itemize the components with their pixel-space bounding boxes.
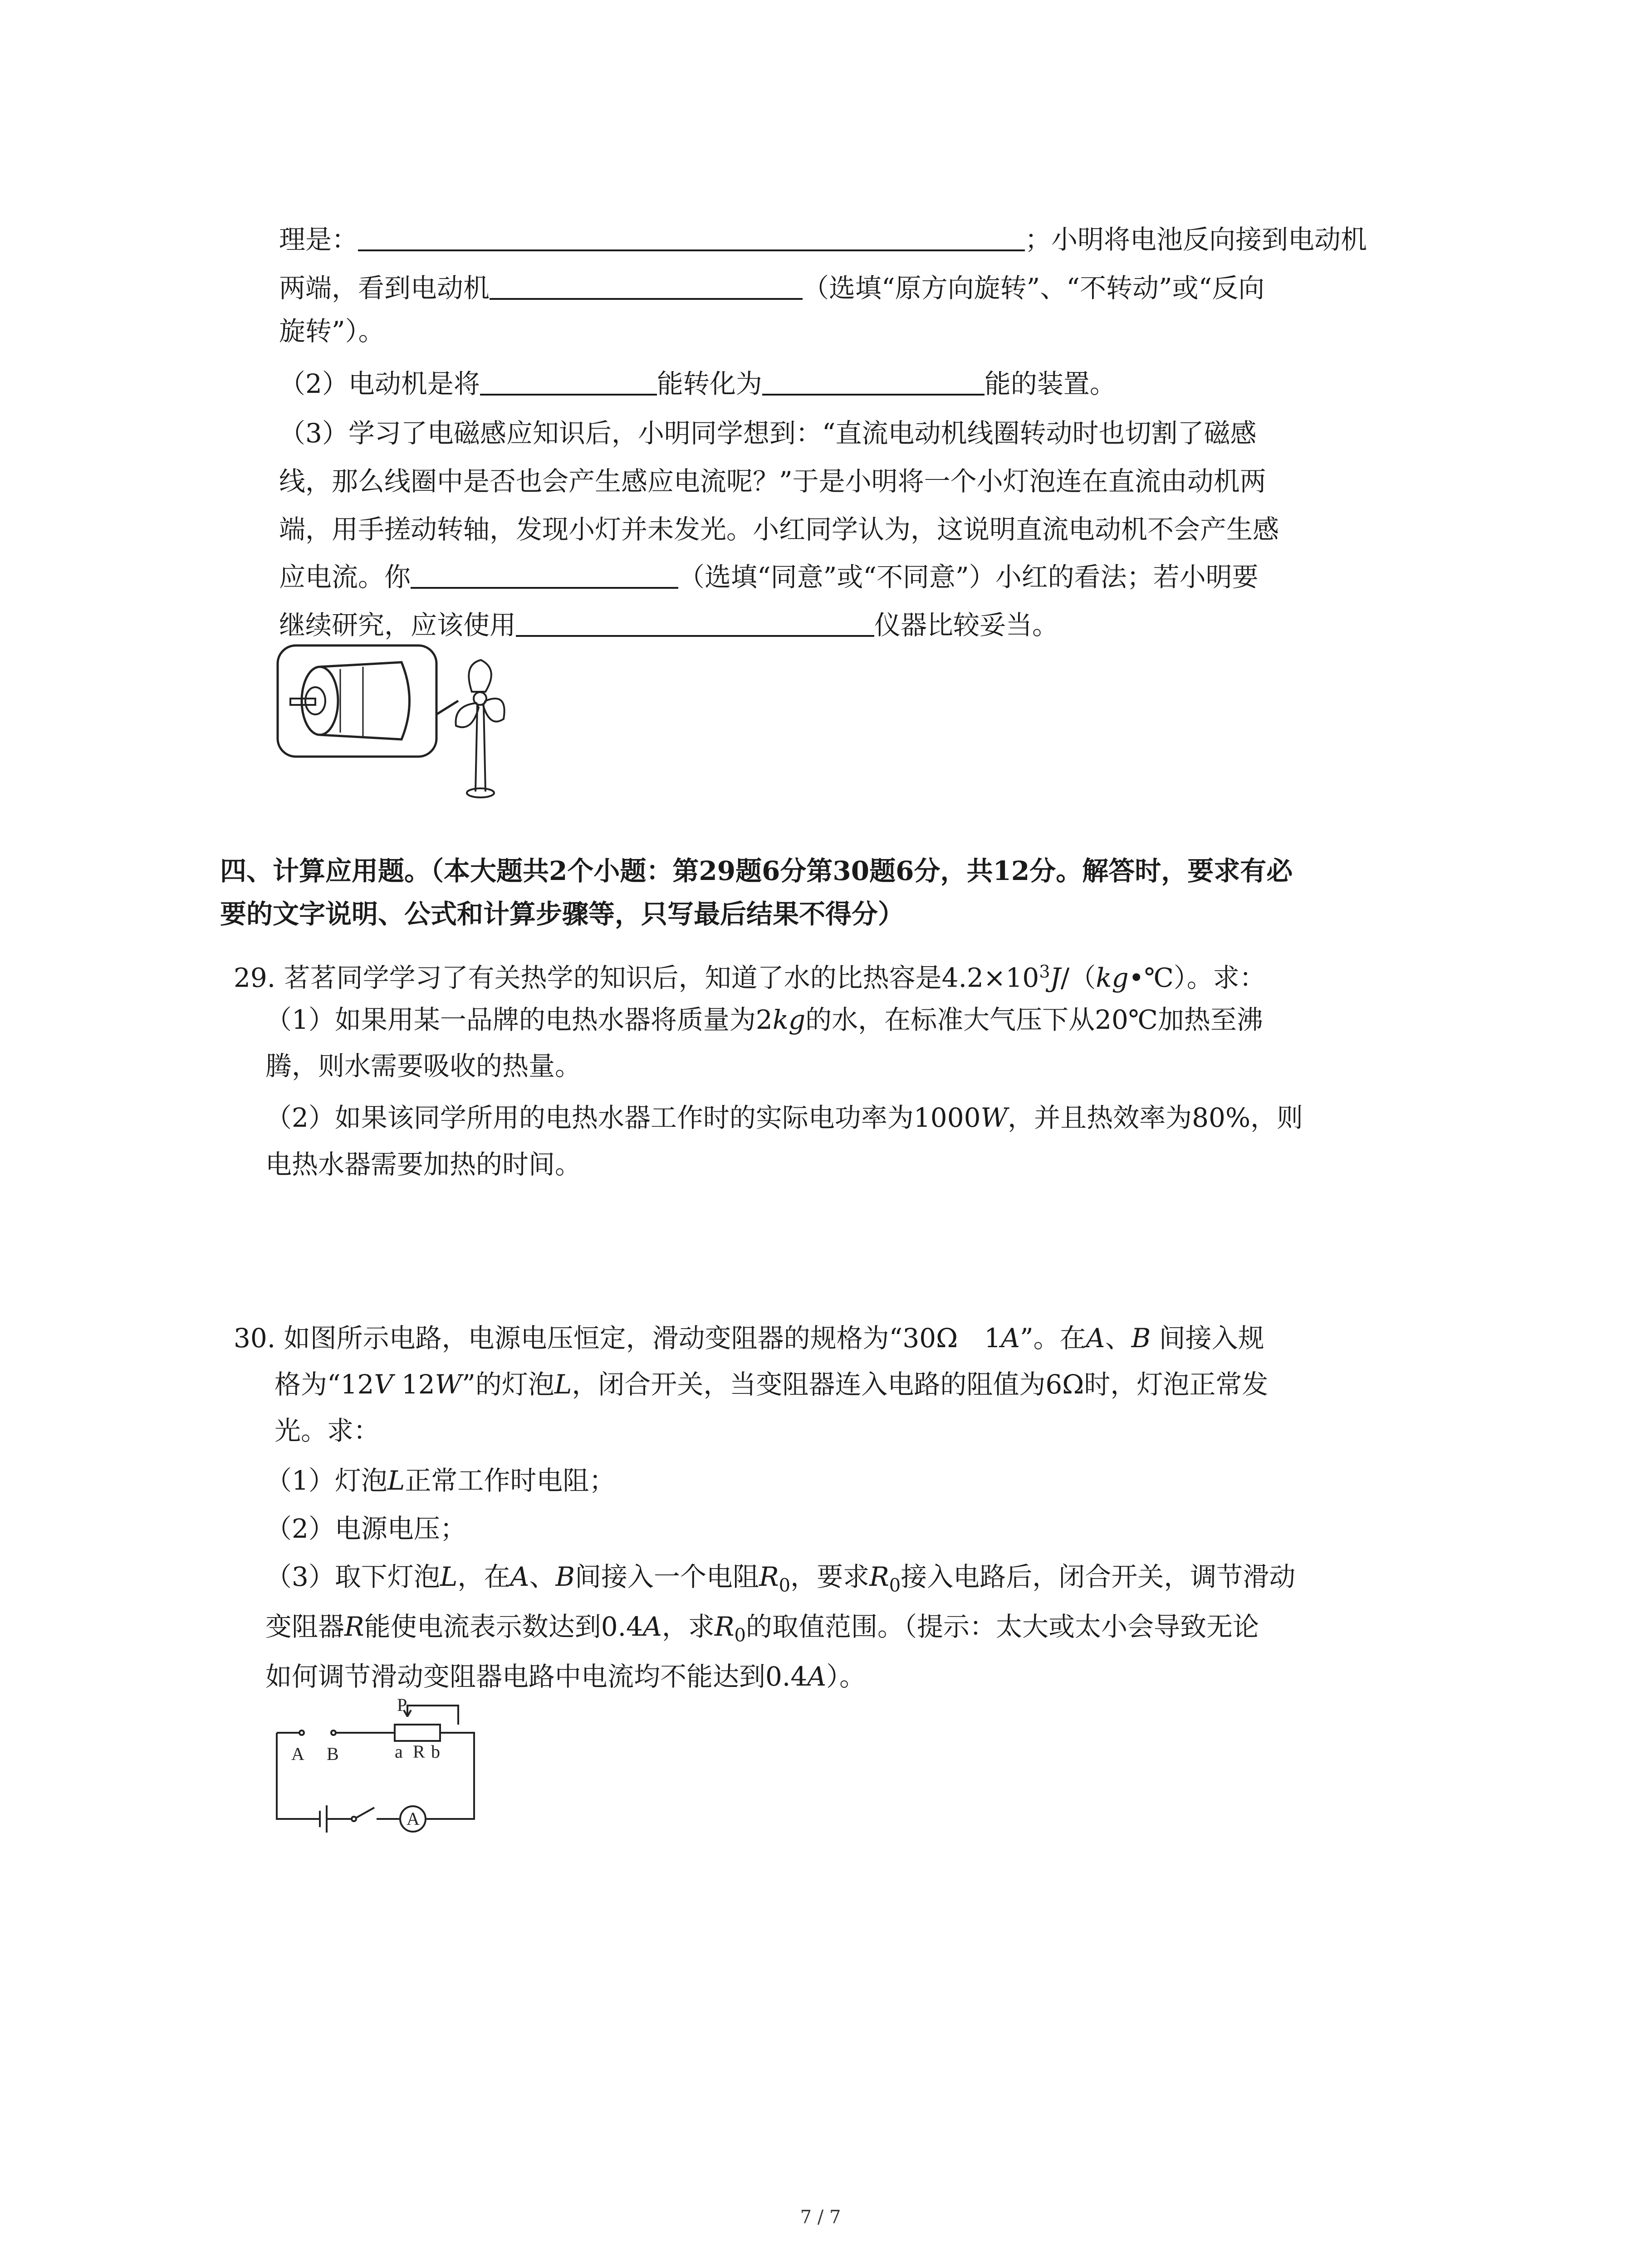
q30-p3b: L (440, 1561, 458, 1592)
q30-p3i: 0 (779, 1575, 791, 1596)
q30-p3a: （3）取下灯泡 (265, 1561, 440, 1592)
answer-blank-energy-out[interactable] (762, 367, 985, 396)
q30-l1f: B (1131, 1323, 1151, 1354)
q29-text-c: /（ (1060, 962, 1096, 993)
q30-p3e: 、 (529, 1561, 556, 1592)
q29-sup: 3 (1039, 962, 1050, 982)
answer-blank-rotation[interactable] (490, 272, 803, 300)
q28-p2b: 能转化为 (656, 368, 762, 399)
q30-l2f: L (554, 1369, 572, 1400)
q28-p3-1: （3）学习了电磁感应知识后，小明同学想到：“直流电动机线圈转动时也切割了磁感 (279, 418, 1257, 449)
q30-l2e: ”的灯泡 (462, 1369, 554, 1400)
q30-p4a: 变阻器 (265, 1611, 345, 1642)
q30-p3m: 接入电路后，闭合开关，调节滑动 (901, 1561, 1296, 1592)
q30-l2g: ，闭合开关，当变阻器连入电路的阻值为6Ω时，灯泡正常发 (572, 1369, 1269, 1400)
q30-part1 (265, 1462, 615, 1499)
q29-p2d: 电热水器需要加热的时间。 (265, 1149, 582, 1180)
q30-part2 (265, 1510, 466, 1547)
q29-text-a: 29. 茗茗同学学习了有关热学的知识后，知道了水的比热容是4.2×10 (234, 962, 1039, 993)
q30-l1e: 、 (1105, 1323, 1132, 1354)
q30-l1c: ”。在 (1020, 1323, 1086, 1354)
q30-line-2 (274, 1366, 1268, 1403)
q30-p3k: R (869, 1561, 889, 1592)
q30-p3c: ，在 (457, 1561, 510, 1592)
q28-part2 (279, 366, 1116, 402)
q30-p1c: 正常工作时电阻； (405, 1465, 616, 1496)
fan-icon (456, 660, 505, 797)
q30-l1a: 30. 如图所示电路，电源电压恒定，滑动变阻器的规格为“30Ω 1 (234, 1323, 1001, 1354)
q30-p4h: 的取值范围。（提示：太大或太小会导致无论 (745, 1611, 1259, 1642)
q30-line-3 (274, 1413, 380, 1449)
q30-l1d: A (1086, 1323, 1105, 1354)
q28-p2c: 能的装置。 (984, 368, 1116, 399)
answer-blank-principle[interactable] (358, 223, 1025, 251)
answer-blank-energy-in[interactable] (480, 367, 657, 396)
q30-p2: （2）电源电压； (265, 1513, 466, 1544)
q29-part1-line-2 (265, 1048, 581, 1084)
q30-part3-line-2 (265, 1608, 1259, 1654)
q30-l2c: 12 (393, 1369, 435, 1400)
answer-blank-instrument[interactable] (516, 609, 874, 637)
q30-p3g: 间接入一个电阻 (574, 1561, 759, 1592)
q28-line-3 (279, 313, 385, 349)
q30-p1b: L (387, 1465, 405, 1496)
q30-p4g: 0 (734, 1625, 746, 1646)
q29-unit-kg: kg (1096, 962, 1129, 993)
q30-l1b: A (1001, 1323, 1020, 1354)
q28-part3-line-2 (279, 463, 1266, 499)
q28-l1b: ；小明将电池反向接到电动机 (1025, 224, 1367, 255)
q30-p5c: ）。 (826, 1661, 866, 1692)
q30-p5b: A (807, 1661, 827, 1692)
rheostat-end-b-label: b (431, 1741, 440, 1762)
q30-p4b: R (344, 1611, 364, 1642)
q30-p3l: 0 (889, 1575, 901, 1596)
q28-line-2 (279, 270, 1264, 306)
q30-l3: 光。求： (274, 1415, 380, 1446)
q28-p3-2: 线，那么线圈中是否也会产生感应电流呢？”于是小明将一个小灯泡连在直流由动机两 (279, 466, 1266, 497)
page-number: 7 / 7 (800, 2207, 841, 2228)
q30-p1a: （1）灯泡 (265, 1465, 387, 1496)
ammeter-label: A (407, 1809, 420, 1829)
terminal-a-label: A (291, 1744, 304, 1764)
q28-l1a: 理是： (279, 224, 358, 255)
q29-p1d: 腾，则水需要吸收的热量。 (265, 1051, 582, 1081)
q30-part3-line-3 (265, 1658, 866, 1695)
q30-l2a: 格为“12 (274, 1369, 374, 1400)
motor-icon (290, 662, 410, 739)
q28-p3-5a: 继续研究，应该使用 (279, 610, 516, 640)
q30-line-1 (234, 1320, 1264, 1356)
section4-heading1: 四、计算应用题。（本大题共2个小题：第29题6分第30题6分，共12分。解答时，要求有必 (220, 855, 1293, 886)
q28-part3-line-5 (279, 607, 1058, 643)
q28-p3-4b: （选填“同意”或“不同意”）小红的看法；若小明要 (678, 562, 1259, 592)
slider-p-label: P (397, 1696, 407, 1715)
q29-p2a: （2）如果该同学所用的电热水器工作时的实际电功率为1000 (265, 1102, 981, 1133)
q29-part2-line-2 (265, 1146, 581, 1183)
q28-part3-line-4 (279, 559, 1259, 595)
q29-p2c: ，并且热效率为80%，则 (1008, 1102, 1303, 1133)
q30-part3-line-1 (265, 1559, 1295, 1604)
motor-fan-illustration (272, 642, 508, 805)
q30-l2d: W (435, 1369, 462, 1400)
q29-p1a: （1）如果用某一品牌的电热水器将质量为2 (265, 1004, 773, 1035)
q30-p4c: 能使电流表示数达到0.4 (364, 1611, 643, 1642)
q30-p4d: A (642, 1611, 662, 1642)
q30-p4e: ，求 (661, 1611, 715, 1642)
q29-part1-line-1 (265, 1002, 1263, 1038)
q28-p3-4a: 应电流。你 (279, 562, 411, 592)
q30-p4f: R (714, 1611, 735, 1642)
q28-p3-3: 端，用手搓动转轴，发现小灯并未发光。小红同学认为，这说明直流电动机不会产生感 (279, 514, 1279, 545)
section4-heading-line-2 (220, 896, 904, 932)
q28-l2a: 两端，看到电动机 (279, 273, 490, 303)
q29-unit-j: J (1050, 962, 1061, 993)
q30-p3h: R (759, 1561, 779, 1592)
q30-p5a: 如何调节滑动变阻器电路中电流均不能达到0.4 (265, 1661, 808, 1692)
circuit-diagram (268, 1696, 485, 1842)
q29-line-1 (234, 953, 1266, 996)
q30-l1g: 间接入规 (1151, 1323, 1264, 1354)
q28-p3-5b: 仪器比较妥当。 (874, 610, 1059, 640)
answer-blank-agree[interactable] (411, 561, 678, 589)
q29-p2-w: W (980, 1102, 1008, 1133)
section4-heading-line-1 (220, 853, 1293, 889)
q28-l3: 旋转”）。 (279, 316, 385, 347)
q28-part3-line-1 (279, 415, 1257, 451)
rheostat-end-a-label: a (395, 1741, 403, 1762)
q29-p1-kg: kg (772, 1004, 806, 1035)
q28-part3-line-3 (279, 511, 1279, 547)
q28-l2b: （选填“原方向旋转”、“不转动”或“反向 (803, 273, 1265, 303)
q30-l2b: V (374, 1369, 393, 1400)
q29-part2-line-1 (265, 1100, 1303, 1136)
q30-p3j: ，要求 (790, 1561, 870, 1592)
q28-line-1 (279, 221, 1367, 258)
q28-p2a: （2）电动机是将 (279, 368, 480, 399)
terminal-b-label: B (327, 1744, 339, 1764)
q30-p3d: A (510, 1561, 529, 1592)
section4-heading2: 要的文字说明、公式和计算步骤等，只写最后结果不得分） (220, 899, 905, 929)
q30-p3f: B (555, 1561, 575, 1592)
rheostat-r-label: R (413, 1741, 425, 1762)
q29-p1c: 的水，在标准大气压下从20℃加热至沸 (805, 1004, 1263, 1035)
q29-text-e: •℃）。求： (1128, 962, 1266, 993)
